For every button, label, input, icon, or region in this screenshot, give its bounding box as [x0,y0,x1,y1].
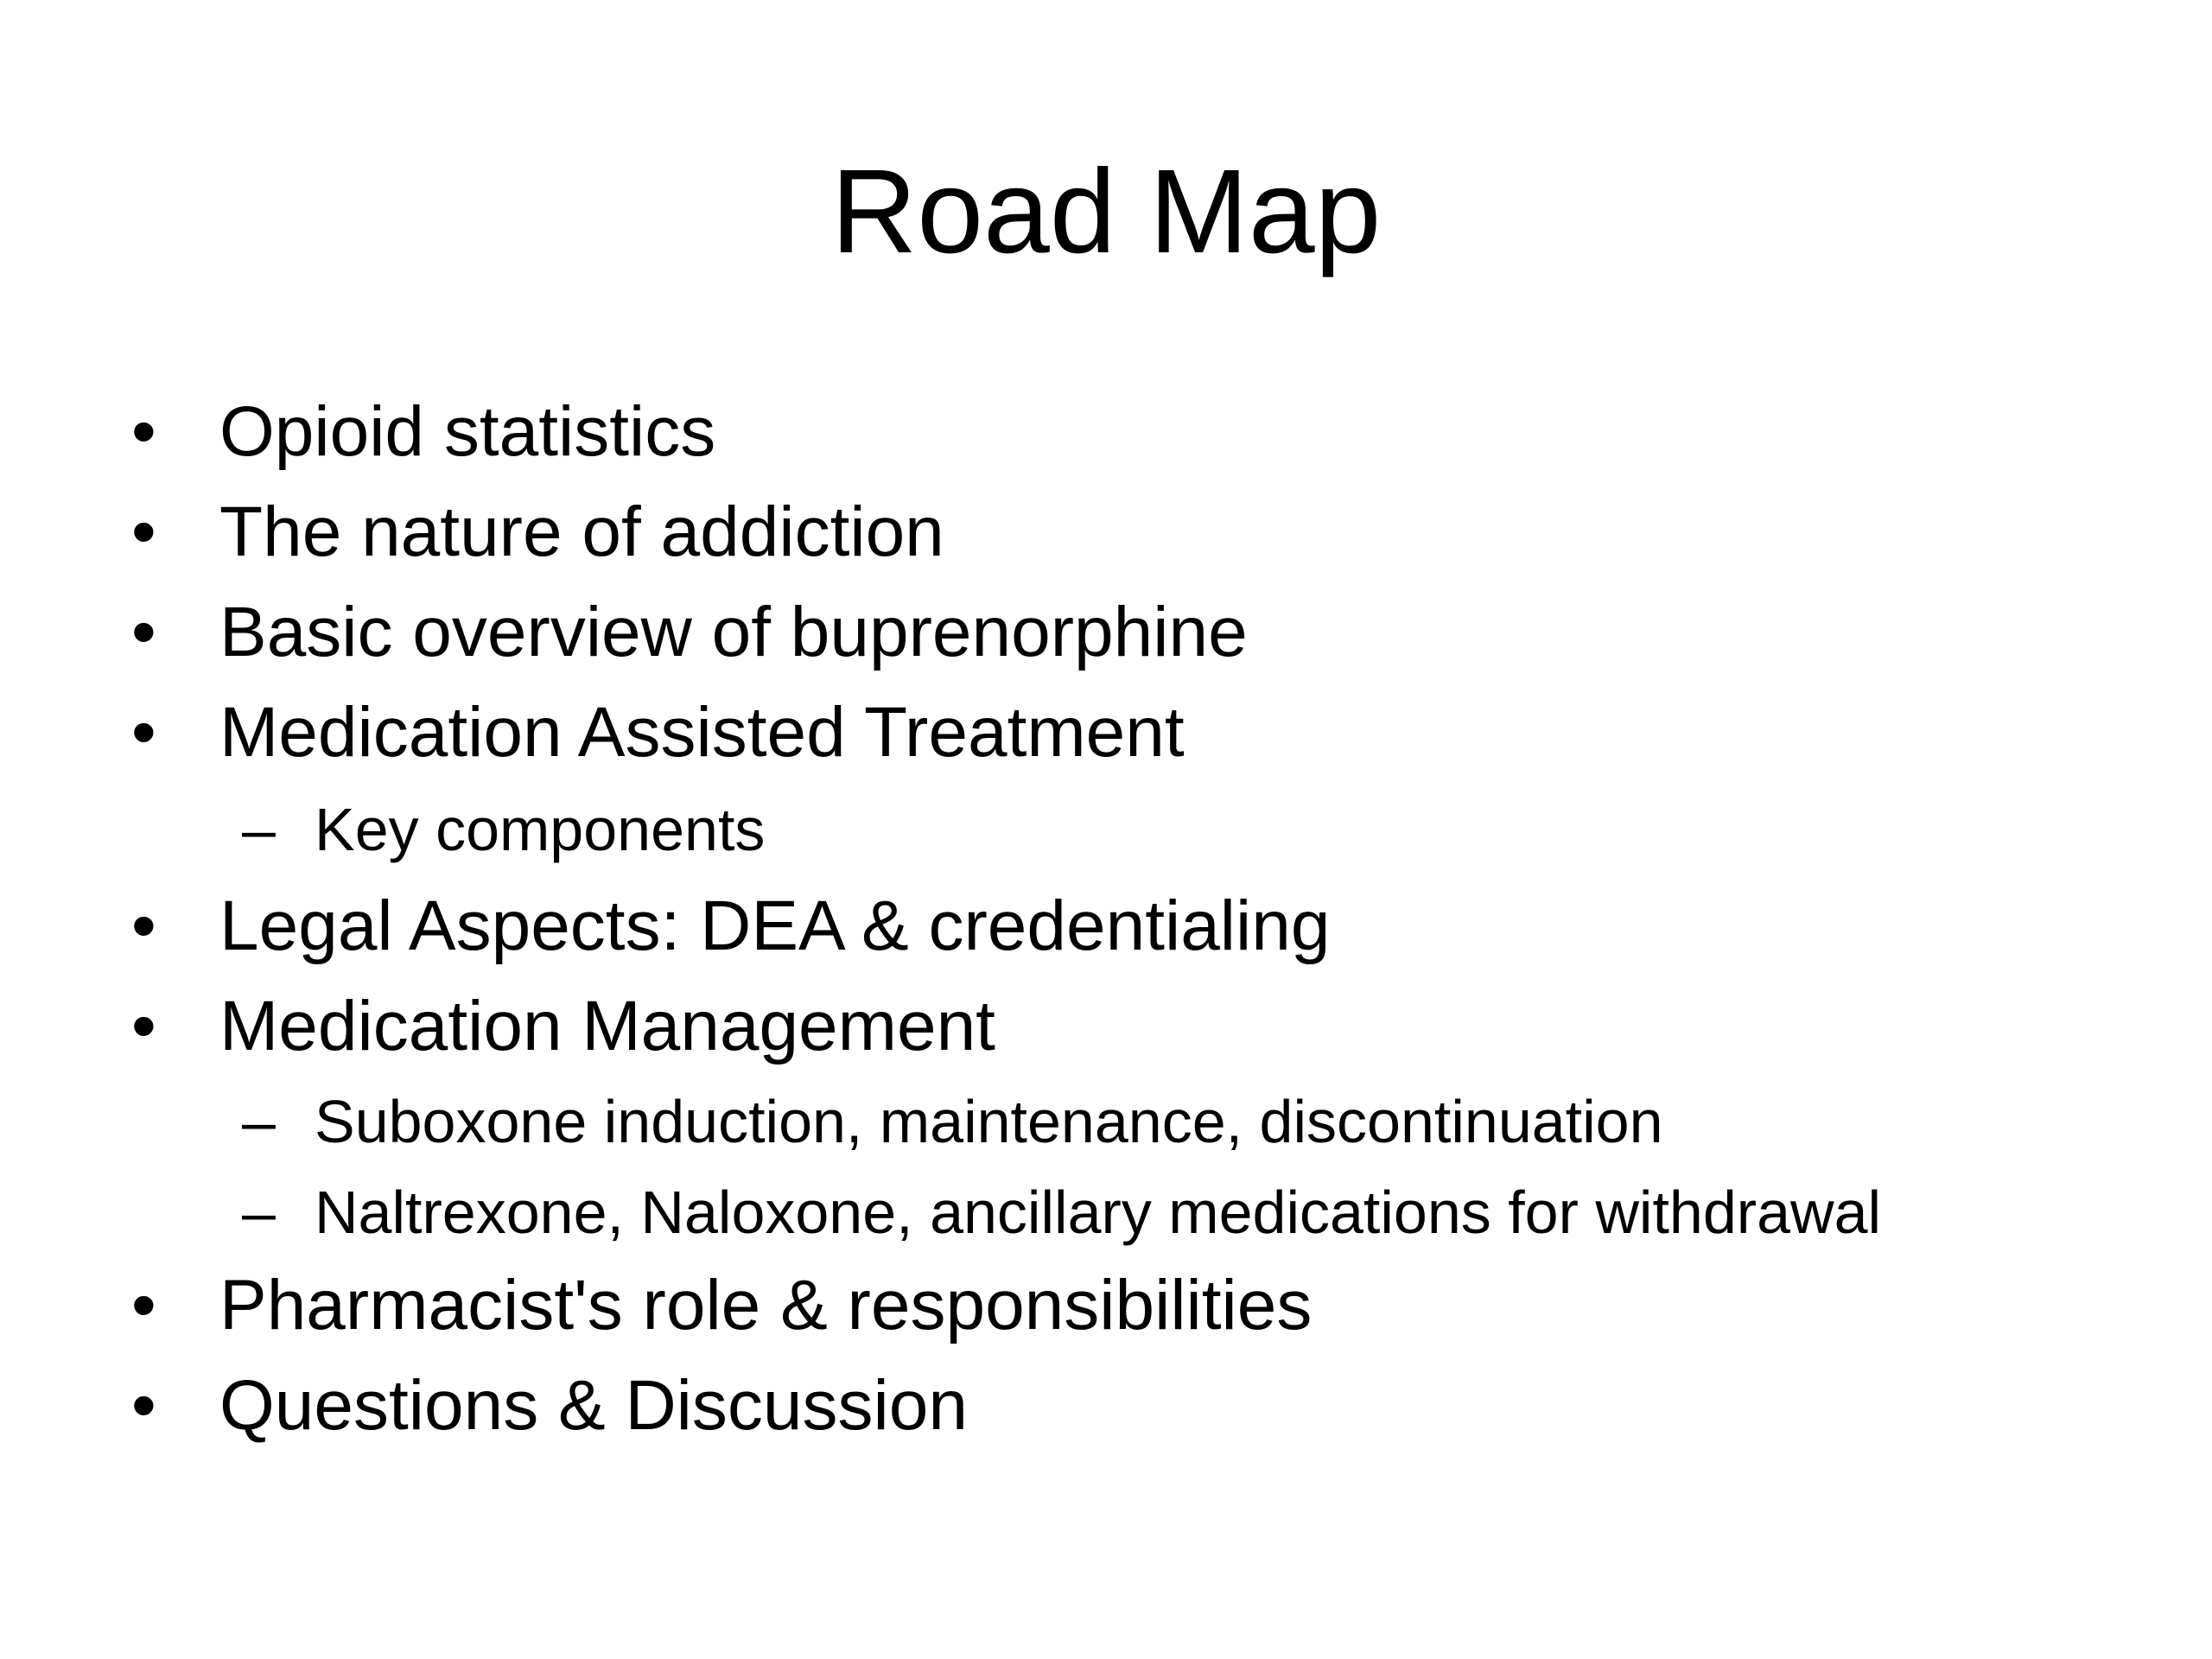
sub-bullet-text: Suboxone induction, maintenance, discontinuation [315,1088,1663,1155]
bullet-icon: • [131,887,156,965]
slide-title: Road Map [830,145,1382,278]
bullet-icon: • [131,1266,156,1344]
bullet-icon: • [131,593,156,671]
bullet-text: Legal Aspects: DEA & credentialing [219,887,1331,965]
dash-icon: – [242,1179,276,1246]
bullet-text: Medication Assisted Treatment [219,693,1185,772]
bullet-item [131,690,1185,776]
bullet-icon: • [131,987,156,1065]
dash-icon: – [242,1088,276,1155]
bullet-text: Opioid statistics [219,392,716,471]
bullet-item [131,389,715,475]
bullet-item [131,883,1330,969]
dash-icon: – [242,796,276,863]
bullet-text: Medication Management [219,987,995,1065]
sub-bullet-item [242,1084,1663,1159]
sub-bullet-item [242,1175,1881,1249]
bullet-icon: • [131,1366,156,1445]
bullet-text: The nature of addiction [219,493,944,571]
bullet-icon: • [131,392,156,471]
bullet-item [131,983,995,1070]
bullet-text: Basic overview of buprenorphine [219,593,1248,671]
bullet-icon: • [131,693,156,772]
sub-bullet-text: Key components [315,796,766,863]
bullet-item [131,1262,1312,1349]
bullet-item [131,489,944,575]
bullet-item [131,589,1248,676]
bullet-item [131,1363,968,1449]
bullet-text: Questions & Discussion [219,1366,968,1445]
sub-bullet-text: Naltrexone, Naloxone, ancillary medications for withdrawal [315,1179,1882,1246]
sub-bullet-item [242,792,765,867]
bullet-text: Pharmacist's role & responsibilities [219,1266,1313,1344]
bullet-icon: • [131,493,156,571]
